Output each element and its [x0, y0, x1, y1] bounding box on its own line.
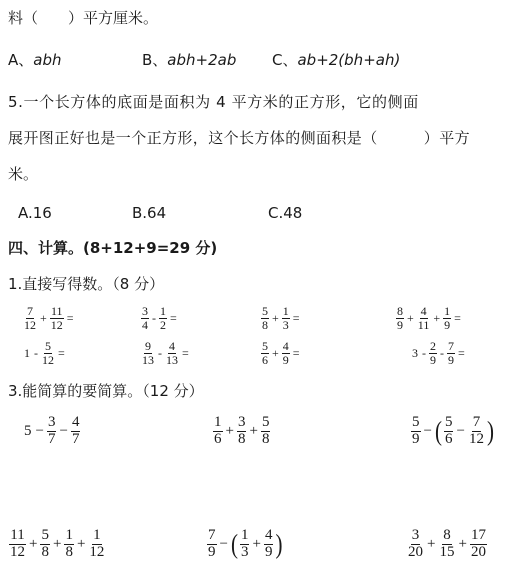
- fraction: [71, 415, 81, 448]
- numerator: 3: [411, 527, 420, 543]
- denominator: 15: [439, 543, 455, 560]
- fraction: [444, 415, 454, 448]
- operator: +: [76, 535, 86, 552]
- operator: +: [52, 535, 62, 552]
- p3-problem-1: [22, 415, 81, 448]
- fraction: [417, 305, 431, 331]
- operator: =: [292, 310, 300, 325]
- p1-problem-5: [22, 340, 67, 366]
- operator: −: [219, 535, 228, 552]
- denominator: 9: [264, 543, 273, 560]
- operator: +: [249, 422, 258, 439]
- q4-option-b-label: B、: [142, 51, 168, 69]
- operator: −: [456, 422, 465, 439]
- numerator: 2: [430, 339, 436, 353]
- fraction: [40, 528, 50, 561]
- fraction: [447, 340, 455, 366]
- operator: =: [58, 345, 65, 360]
- denominator: 12: [24, 317, 36, 332]
- p1-problem-4: [395, 305, 463, 331]
- denominator: 8: [41, 543, 49, 560]
- q5-line-3: 米。: [8, 165, 39, 183]
- fraction: [141, 340, 155, 366]
- denominator: 9: [397, 317, 403, 332]
- fraction: [213, 415, 223, 448]
- numerator: 3: [47, 414, 56, 430]
- fraction: [141, 305, 149, 331]
- fraction: [237, 415, 247, 448]
- denominator: 4: [142, 317, 148, 332]
- operator: =: [454, 310, 461, 325]
- denominator: 20: [408, 543, 423, 560]
- operator: +: [407, 310, 414, 325]
- operator: −: [59, 422, 68, 439]
- numerator: 11: [10, 527, 25, 543]
- operator: -: [422, 345, 426, 360]
- numerator: 4: [71, 414, 80, 430]
- p1-problem-6: [140, 340, 191, 366]
- operator: =: [458, 345, 465, 360]
- q5-line-2: 展开图正好也是一个正方形，这个长方体的侧面积是（ ）平方: [8, 129, 471, 147]
- fraction: [429, 340, 437, 366]
- fraction: [282, 305, 290, 331]
- fraction: [165, 340, 179, 366]
- operator: +: [225, 422, 234, 439]
- operator: -: [34, 345, 38, 360]
- denominator: 12: [89, 543, 105, 560]
- operator: +: [427, 535, 436, 552]
- operator: =: [170, 310, 177, 325]
- fraction: [64, 528, 74, 561]
- parenthesis: (: [434, 415, 442, 447]
- operator: +: [252, 535, 261, 552]
- numerator: 11: [51, 304, 63, 318]
- numerator: 5: [262, 339, 268, 353]
- numerator: 1: [93, 527, 101, 543]
- fraction: [264, 528, 274, 561]
- denominator: 7: [71, 430, 80, 447]
- q5-option-b[interactable]: B.64: [132, 204, 167, 222]
- q4-option-c-value: ab+2(bh+ah): [297, 51, 401, 69]
- fraction: [261, 340, 269, 366]
- numerator: 7: [472, 414, 481, 430]
- part-3-heading: 3.能简算的要简算。（12 分）: [8, 382, 204, 400]
- operator: +: [272, 310, 279, 325]
- operator: =: [182, 345, 189, 360]
- operator: +: [29, 535, 38, 552]
- p1-problem-7: [260, 340, 302, 366]
- operator: +: [458, 535, 467, 552]
- fraction: [438, 528, 455, 561]
- fraction: [240, 528, 250, 561]
- q5-line-1: 5.一个长方体的底面是面积为 4 平方米的正方形，它的侧面: [8, 93, 419, 111]
- denominator: 8: [261, 430, 270, 447]
- parenthesis: (: [230, 528, 238, 560]
- numerator: 4: [169, 339, 175, 353]
- denominator: 8: [262, 317, 268, 332]
- fraction: [41, 340, 55, 366]
- fraction: [468, 415, 485, 448]
- fraction: [282, 340, 290, 366]
- q5-option-a[interactable]: A.16: [18, 204, 52, 222]
- operator: =: [66, 310, 74, 325]
- q5-option-c[interactable]: C.48: [268, 204, 303, 222]
- operator: +: [433, 310, 441, 325]
- denominator: 6: [444, 430, 453, 447]
- numerator: 4: [420, 304, 427, 318]
- denominator: 9: [448, 352, 454, 367]
- operator: -: [158, 345, 162, 360]
- parenthesis: ): [486, 415, 494, 447]
- fraction: [261, 415, 271, 448]
- denominator: 12: [10, 543, 25, 560]
- q4-option-a[interactable]: [8, 50, 62, 70]
- denominator: 13: [142, 352, 154, 367]
- numerator: 7: [27, 304, 33, 318]
- denominator: 9: [208, 543, 216, 560]
- numerator: 5: [444, 414, 453, 430]
- numerator: 5: [261, 414, 270, 430]
- fraction: [261, 305, 269, 331]
- numerator: 3: [237, 414, 246, 430]
- p1-problem-2: [140, 305, 179, 331]
- numerator: 5: [41, 527, 49, 543]
- denominator: 12: [468, 430, 484, 447]
- p1-problem-1: [22, 305, 76, 331]
- fraction: [23, 305, 37, 331]
- numerator: 1: [160, 304, 166, 318]
- p3-problem-4: [8, 528, 106, 561]
- numerator: 5: [412, 414, 420, 430]
- denominator: 13: [166, 352, 178, 367]
- denominator: 12: [42, 352, 54, 367]
- denominator: 9: [444, 317, 451, 332]
- part-1-heading: 1.直接写得数。（8 分）: [8, 275, 165, 293]
- denominator: 12: [50, 317, 63, 332]
- q4-option-c[interactable]: [272, 50, 400, 70]
- parenthesis: ): [275, 528, 283, 560]
- numerator: 1: [240, 527, 249, 543]
- operator: -: [440, 345, 444, 360]
- numerator: 17: [470, 527, 486, 543]
- p3-problem-5: [206, 528, 283, 561]
- denominator: 9: [430, 352, 436, 367]
- operator: -: [152, 310, 156, 325]
- section-4-heading: 四、计算。(8+12+9=29 分): [8, 239, 218, 257]
- denominator: 6: [214, 430, 222, 447]
- numerator: 1: [214, 414, 222, 430]
- numerator: 3: [142, 304, 148, 318]
- numerator: 7: [208, 527, 216, 543]
- operator: −: [423, 422, 432, 439]
- numerator: 8: [443, 527, 451, 543]
- numerator: 4: [264, 527, 273, 543]
- p3-problem-6: [406, 528, 488, 561]
- fraction: [411, 415, 421, 448]
- denominator: 7: [47, 430, 56, 447]
- q4-option-c-label: C、: [272, 51, 298, 69]
- fraction: [207, 528, 217, 561]
- q4-option-b-value: abh+2ab: [167, 51, 237, 69]
- fraction: [88, 528, 105, 561]
- fraction: [407, 528, 424, 561]
- fraction: [159, 305, 167, 331]
- p1-problem-3: [260, 305, 302, 331]
- operator: +: [40, 310, 47, 325]
- denominator: 9: [412, 430, 420, 447]
- numerator: 5: [45, 339, 51, 353]
- denominator: 3: [240, 543, 249, 560]
- q4-continuation: 料（ ）平方厘米。: [8, 9, 159, 27]
- fraction: [50, 305, 64, 331]
- q4-option-a-value: abh: [33, 51, 62, 69]
- fraction: [396, 305, 404, 331]
- fraction: [443, 305, 451, 331]
- number: 1: [24, 345, 30, 360]
- denominator: 20: [470, 543, 486, 560]
- denominator: 11: [417, 317, 430, 332]
- q4-option-b[interactable]: [142, 50, 236, 70]
- fraction: [9, 528, 26, 561]
- denominator: 2: [160, 317, 166, 332]
- operator: =: [292, 345, 300, 360]
- q4-option-a-label: A、: [8, 51, 34, 69]
- numerator: 5: [262, 304, 268, 318]
- operator: −: [35, 422, 44, 439]
- numerator: 1: [65, 527, 73, 543]
- denominator: 6: [262, 352, 268, 367]
- numerator: 7: [448, 339, 454, 353]
- numerator: 1: [444, 304, 451, 318]
- numerator: 9: [145, 339, 151, 353]
- p1-problem-8: [410, 340, 467, 366]
- p3-problem-2: [212, 415, 271, 448]
- denominator: 8: [65, 543, 73, 560]
- number: 3: [412, 345, 418, 360]
- numerator: 1: [282, 304, 289, 318]
- number: 5: [24, 422, 32, 439]
- denominator: 9: [282, 352, 289, 367]
- numerator: 8: [397, 304, 403, 318]
- p3-problem-3: [410, 415, 495, 448]
- numerator: 4: [282, 339, 289, 353]
- operator: +: [272, 345, 279, 360]
- denominator: 8: [237, 430, 246, 447]
- fraction: [470, 528, 487, 561]
- fraction: [47, 415, 57, 448]
- denominator: 3: [282, 317, 289, 332]
